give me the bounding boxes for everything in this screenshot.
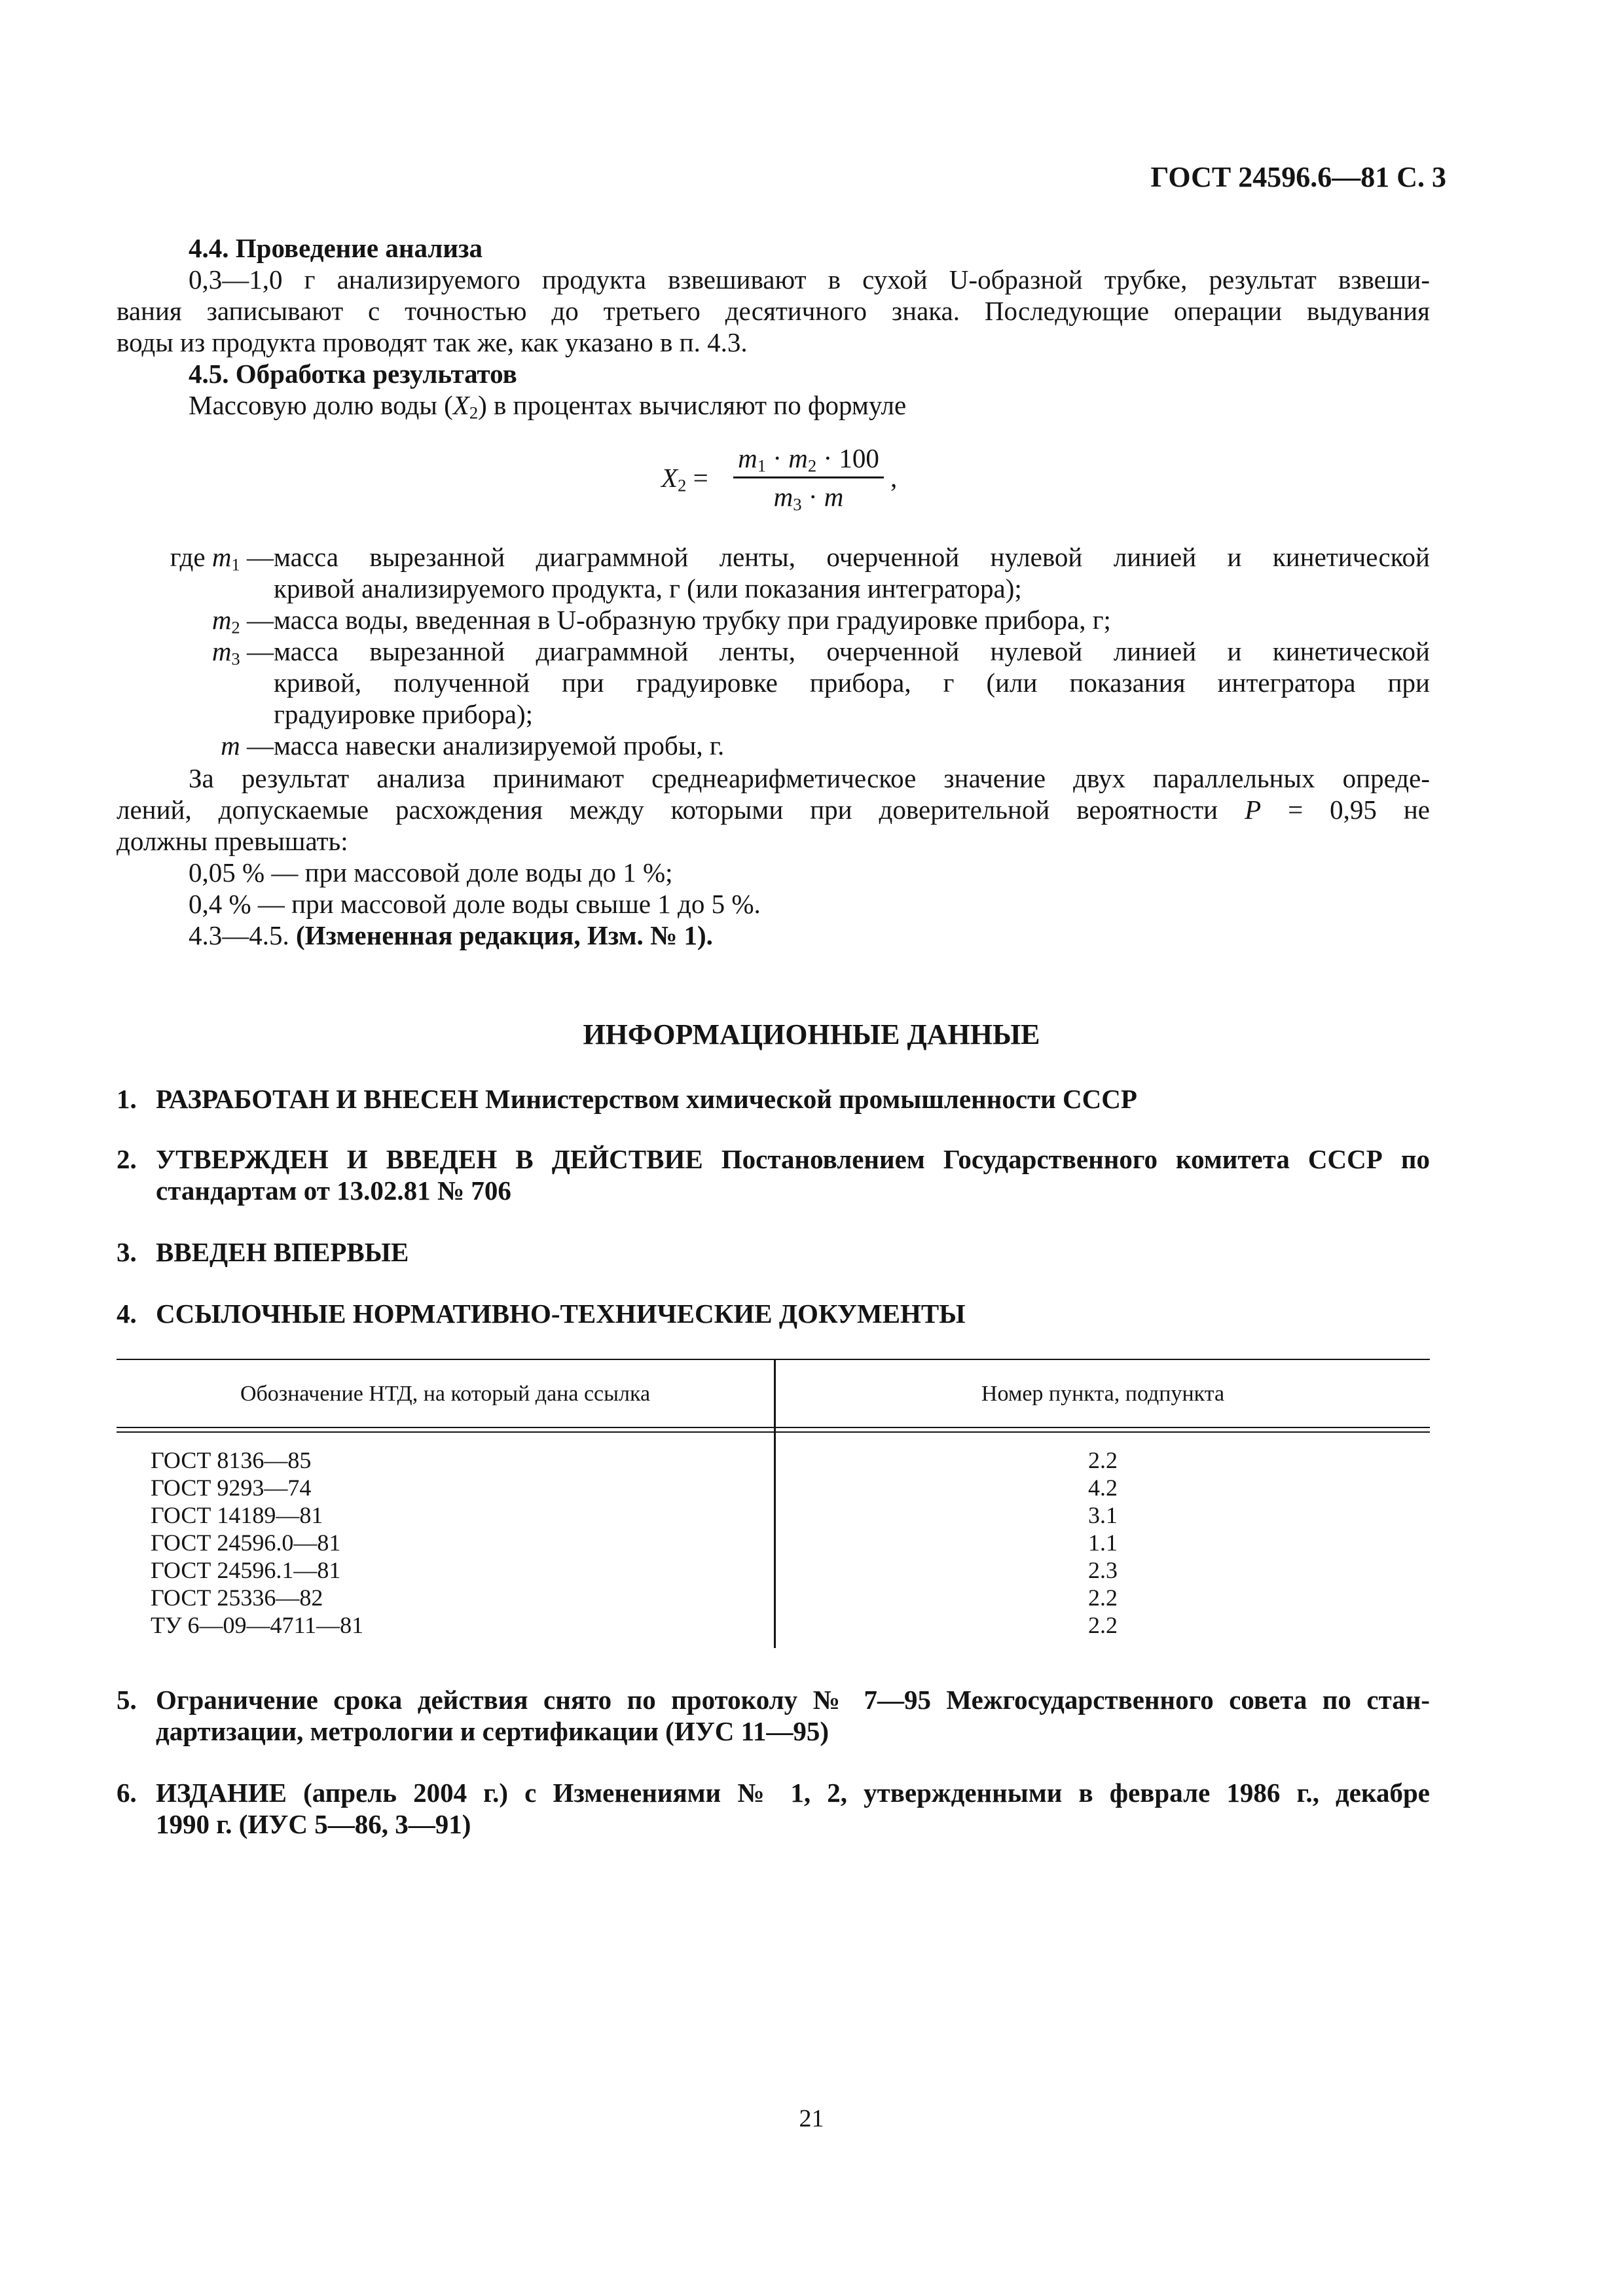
where-m3-line-2: кривой, полученной при градуировке прибора, г (или показания интегратора при — [274, 668, 1430, 698]
section-4-4-heading: 4.4. Проведение анализа — [189, 233, 483, 263]
info-item-5-line-1: Ограничение срока действия снято по протоколу № 7—95 Межгосударственного совета по стан- — [156, 1685, 1430, 1715]
info-item-6-line-2: 1990 г. (ИУС 5—86, 3—91) — [156, 1809, 471, 1839]
info-item-3-number: 3. — [117, 1237, 137, 1267]
info-item-4-number: 4. — [117, 1299, 137, 1329]
amendment-note: 4.3—4.5. (Измененная редакция, Изм. № 1). — [189, 920, 713, 950]
result-line-2: лений, допускаемые расхождения между которыми при доверительной вероятности P = 0,95 не — [117, 795, 1430, 825]
table-column-designation — [151, 1446, 740, 1639]
formula-numerator: $m_1 \cdot m_2 \cdot 100$ — [738, 443, 879, 476]
result-line-3: должны превышать: — [117, 826, 348, 856]
where-label-m1: где $m_1$ — — [170, 542, 274, 575]
table-header-designation: Обозначение НТД, на который дана ссылка — [240, 1382, 651, 1406]
info-item-3-text: ВВЕДЕН ВПЕРВЫЕ — [156, 1237, 409, 1267]
page-number: 21 — [799, 2105, 824, 2132]
table-row-3-clause: 3.1 — [1088, 1502, 1118, 1528]
table-row-1-designation: ГОСТ 8136—85 — [151, 1447, 312, 1473]
table-row-4-clause: 1.1 — [1088, 1530, 1118, 1556]
info-item-6-line-1: ИЗДАНИЕ (апрель 2004 г.) с Изменениями № 1, 2, утвержденными в феврале 1986 г., декабре — [156, 1778, 1430, 1808]
result-line-1: За результат анализа принимают среднеарифметическое значение двух параллельных опреде- — [189, 763, 1430, 793]
table-row-2-designation: ГОСТ 9293—74 — [151, 1475, 312, 1501]
where-label-m2: $m_2$ — — [211, 605, 274, 637]
info-item-5-line-2: дартизации, метрологии и сертификации (ИУС 11—95) — [156, 1716, 830, 1746]
section-4-4-line-2: вания записывают с точностью до третьего десятичного знака. Последующие операции выдувания — [117, 296, 1430, 326]
where-m2-line-1: масса воды, введенная в U-образную трубку при градуировке прибора, г; — [274, 605, 1111, 635]
info-item-4-text: ССЫЛОЧНЫЕ НОРМАТИВНО-ТЕХНИЧЕСКИЕ ДОКУМЕНТЫ — [156, 1299, 966, 1329]
table-row-2-clause: 4.2 — [1088, 1475, 1118, 1501]
table-header-rule-1 — [117, 1427, 1430, 1428]
section-4-5-heading: 4.5. Обработка результатов — [189, 359, 517, 389]
info-item-5 — [117, 1684, 1430, 1747]
where-m3-line-3: градуировке прибора); — [274, 699, 534, 729]
table-row-6-designation: ГОСТ 25336—82 — [151, 1585, 323, 1611]
formula-x2 — [661, 440, 910, 518]
table-row-6-clause: 2.2 — [1088, 1585, 1118, 1611]
section-4-4-line-1: 0,3—1,0 г анализируемого продукта взвешивают в сухой U-образной трубке, результат взвеши- — [189, 264, 1430, 295]
info-item-5-number: 5. — [117, 1685, 137, 1715]
table-row-7-clause: 2.2 — [1088, 1612, 1118, 1638]
section-4-4-line-3: воды из продукта проводят так же, как указано в п. 4.3. — [117, 327, 748, 357]
table-row-3-designation: ГОСТ 14189—81 — [151, 1502, 323, 1528]
formula-lhs: $X_2$ = — [661, 463, 708, 495]
limit-2: 0,4 % — при массовой доле воды свыше 1 до 5 %. — [189, 889, 761, 919]
info-item-1-text: РАЗРАБОТАН И ВНЕСЕН Министерством химической промышленности СССР — [156, 1084, 1137, 1114]
info-item-4 — [117, 1298, 1430, 1329]
info-item-6 — [117, 1777, 1430, 1840]
where-m-line-1: масса навески анализируемой пробы, г. — [274, 730, 725, 761]
table-top-rule — [117, 1359, 1430, 1360]
info-item-6-number: 6. — [117, 1778, 137, 1808]
limit-1: 0,05 % — при массовой доле воды до 1 %; — [189, 857, 673, 888]
table-column-clause — [776, 1446, 1430, 1639]
info-title: ИНФОРМАЦИОННЫЕ ДАННЫЕ — [583, 1018, 1040, 1050]
formula-denominator: $m_3 \cdot m$ — [773, 482, 844, 514]
table-row-5-clause: 2.3 — [1088, 1557, 1118, 1583]
where-label-m: m — — [221, 730, 274, 761]
table-row-1-clause: 2.2 — [1088, 1447, 1118, 1473]
info-item-3 — [117, 1236, 1430, 1268]
section-4-5-intro: Массовую долю воды $(X_2)$ в процентах вычисляют по формуле — [189, 390, 907, 423]
info-item-2 — [117, 1143, 1430, 1206]
info-item-1 — [117, 1083, 1430, 1115]
info-item-2-line-1: УТВЕРЖДЕН И ВВЕДЕН В ДЕЙСТВИЕ Постановлением Государственного комитета СССР по — [156, 1144, 1430, 1174]
where-m1-line-2: кривой анализируемого продукта, г (или показания интегратора); — [274, 573, 1022, 603]
table-row-4-designation: ГОСТ 24596.0—81 — [151, 1530, 341, 1556]
formula-fraction — [733, 440, 884, 515]
info-item-2-number: 2. — [117, 1144, 137, 1174]
info-item-1-number: 1. — [117, 1084, 137, 1114]
info-item-2-line-2: стандартам от 13.02.81 № 706 — [156, 1175, 511, 1206]
table-header-rule-2 — [117, 1431, 1430, 1433]
table-row-7-designation: ТУ 6—09—4711—81 — [151, 1612, 364, 1638]
where-m3-line-1: масса вырезанной диаграммной ленты, очерченной нулевой линией и кинетической — [274, 636, 1430, 666]
formula-trailing-comma: , — [890, 463, 898, 493]
where-label-m3: $m_3$ — — [211, 636, 274, 669]
table-row-5-designation: ГОСТ 24596.1—81 — [151, 1557, 341, 1583]
running-header: ГОСТ 24596.6—81 С. 3 — [1150, 161, 1446, 193]
table-header-clause: Номер пункта, подпункта — [981, 1382, 1225, 1406]
where-m1-line-1: масса вырезанной диаграммной ленты, очерченной нулевой линией и кинетической — [274, 542, 1430, 572]
